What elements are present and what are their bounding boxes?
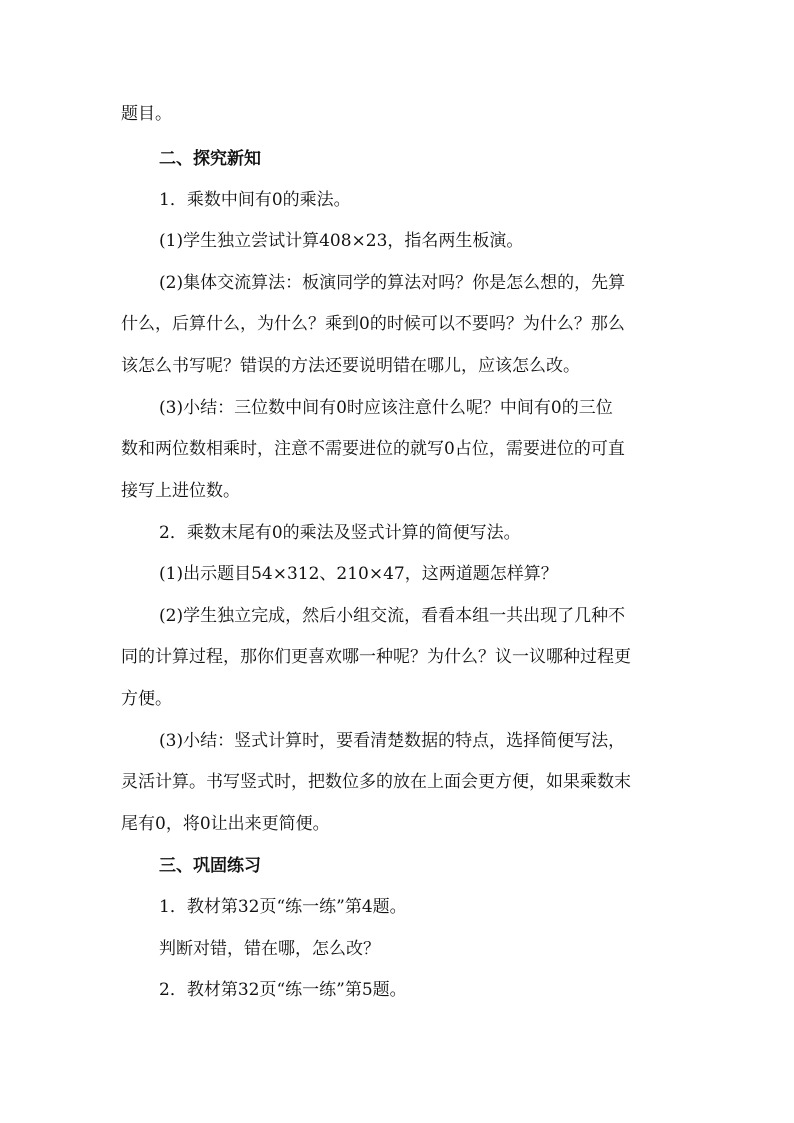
- paragraph-line: (2)集体交流算法：板演同学的算法对吗？你是怎么想的，先算: [159, 273, 626, 293]
- paragraph-line: (3)小结：竖式计算时，要看清楚数据的特点，选择简便写法，: [159, 731, 626, 751]
- paragraph-line: (3)小结：三位数中间有0时应该注意什么呢？中间有0的三位: [159, 398, 613, 418]
- paragraph-line: 该怎么书写呢？错误的方法还要说明错在哪儿，应该怎么改。: [121, 356, 580, 376]
- section-heading: 三、巩固练习: [159, 856, 261, 876]
- section-heading: 二、探究新知: [159, 149, 261, 169]
- paragraph-line: 接写上进位数。: [121, 481, 240, 501]
- paragraph-line: 数和两位数相乘时，注意不需要进位的就写0占位，需要进位的可直: [121, 439, 625, 459]
- item-heading: 1．乘数中间有0的乘法。: [159, 190, 351, 210]
- paragraph-line: 判断对错，错在哪，怎么改？: [159, 939, 380, 959]
- paragraph-line: 灵活计算。书写竖式时，把数位多的放在上面会更方便，如果乘数末: [121, 772, 631, 792]
- paragraph-line: 什么，后算什么，为什么？乘到0的时候可以不要吗？为什么？那么: [121, 314, 625, 334]
- paragraph-line: 题目。: [121, 104, 172, 124]
- paragraph-line: (1)学生独立尝试计算408×23，指名两生板演。: [159, 231, 524, 251]
- item-heading: 2．乘数末尾有0的乘法及竖式计算的简便写法。: [159, 523, 521, 543]
- paragraph-line: (2)学生独立完成，然后小组交流，看看本组一共出现了几种不: [159, 606, 626, 626]
- item-heading: 2．教材第32页“练一练”第5题。: [159, 980, 407, 1000]
- paragraph-line: 同的计算过程，那你们更喜欢哪一种呢？为什么？议一议哪种过程更: [121, 647, 631, 667]
- item-heading: 1．教材第32页“练一练”第4题。: [159, 897, 407, 917]
- paragraph-line: (1)出示题目54×312、210×47，这两道题怎样算？: [159, 564, 558, 584]
- paragraph-line: 方便。: [121, 689, 172, 709]
- paragraph-line: 尾有0，将0让出来更简便。: [121, 814, 330, 834]
